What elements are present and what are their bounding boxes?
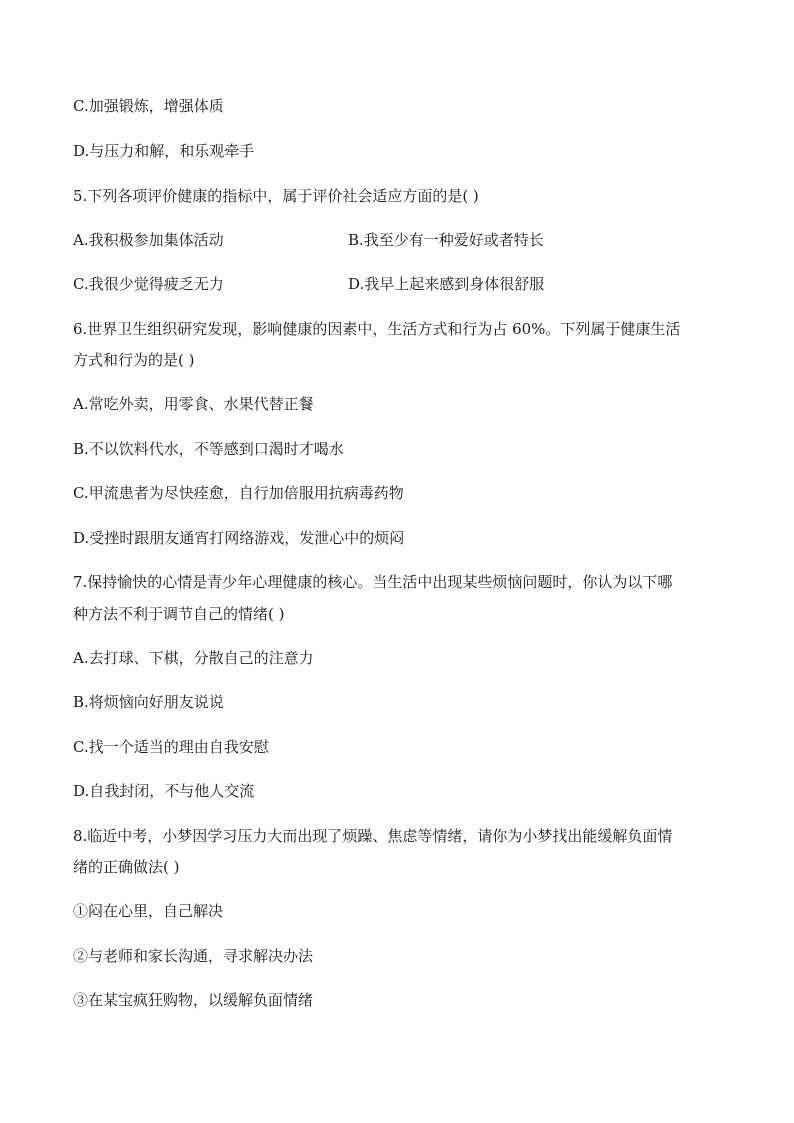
q7-option-d: D.自我封闭，不与他人交流 <box>73 782 255 800</box>
q5-option-d: D.我早上起来感到身体很舒服 <box>348 275 545 293</box>
q6-option-d: D.受挫时跟朋友通宵打网络游戏，发泄心中的烦闷 <box>73 529 405 547</box>
q7-option-b: B.将烦恼向好朋友说说 <box>73 693 224 711</box>
q4-option-c: C.加强锻炼，增强体质 <box>73 97 224 115</box>
q6-stem-line2: 方式和行为的是( ) <box>73 351 195 369</box>
q6-option-b: B.不以饮料代水，不等感到口渴时才喝水 <box>73 440 344 458</box>
q4-option-d: D.与压力和解，和乐观牵手 <box>73 142 255 160</box>
q8-item-3: ③在某宝疯狂购物，以缓解负面情绪 <box>73 991 314 1009</box>
q8-item-2: ②与老师和家长沟通，寻求解决办法 <box>73 947 314 965</box>
q5-stem: 5.下列各项评价健康的指标中，属于评价社会适应方面的是( ) <box>73 187 479 205</box>
q8-stem-line2: 绪的正确做法( ) <box>73 858 180 876</box>
q5-option-b: B.我至少有一种爱好或者特长 <box>348 231 544 249</box>
q8-stem-line1: 8.临近中考，小梦因学习压力大而出现了烦躁、焦虑等情绪，请你为小梦找出能缓解负面情 <box>73 827 673 845</box>
q7-option-a: A.去打球、下棋，分散自己的注意力 <box>73 649 314 667</box>
q7-stem-line1: 7.保持愉快的心情是青少年心理健康的核心。当生活中出现某些烦恼问题时，你认为以下哪 <box>73 573 673 591</box>
q8-item-1: ①闷在心里，自己解决 <box>73 902 224 920</box>
q5-option-c: C.我很少觉得疲乏无力 <box>73 275 224 293</box>
q7-stem-line2: 种方法不利于调节自己的情绪( ) <box>73 605 285 623</box>
q6-option-a: A.常吃外卖，用零食、水果代替正餐 <box>73 395 314 413</box>
q5-option-a: A.我积极参加集体活动 <box>73 231 224 249</box>
q6-stem-line1: 6.世界卫生组织研究发现，影响健康的因素中，生活方式和行为占 60%。下列属于健康生活 <box>73 320 681 338</box>
q7-option-c: C.找一个适当的理由自我安慰 <box>73 738 269 756</box>
q6-option-c: C.甲流患者为尽快痊愈，自行加倍服用抗病毒药物 <box>73 484 404 502</box>
